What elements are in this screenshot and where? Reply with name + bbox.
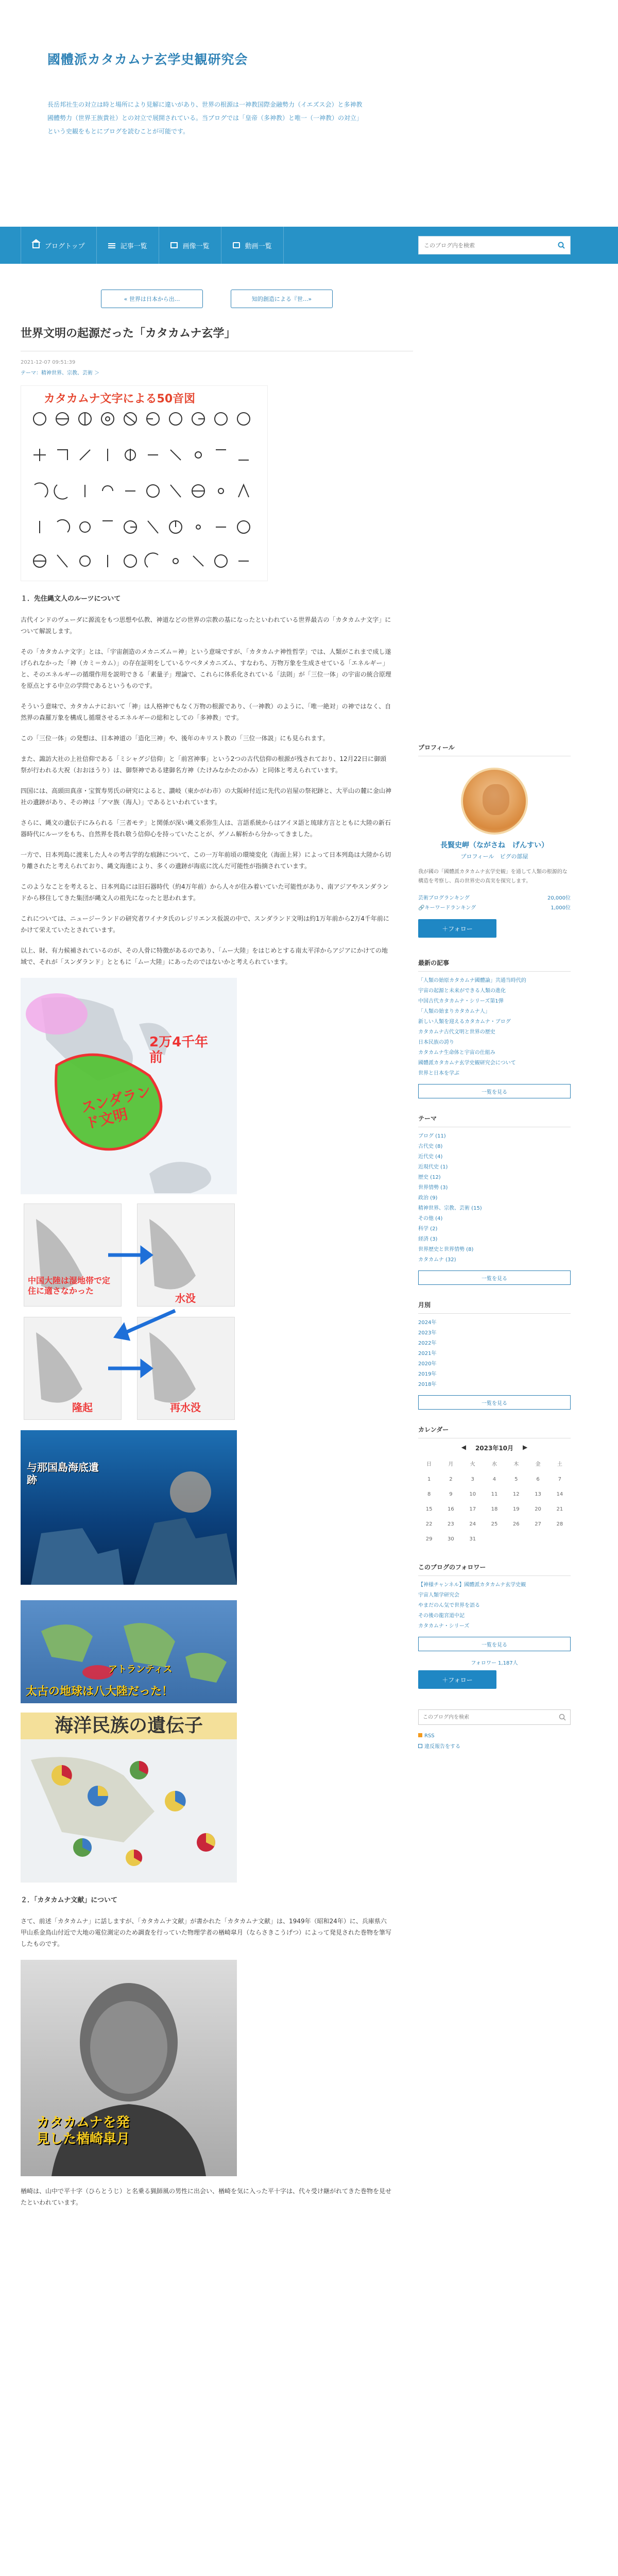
theme-link[interactable]: ブログ (11) (418, 1133, 446, 1139)
theme-link[interactable]: 近現代史 (1) (418, 1164, 448, 1170)
calendar-weekday: 木 (513, 1462, 519, 1467)
profile-links[interactable]: プロフィール ピグの部屋 (460, 853, 528, 860)
prev-article-button[interactable]: « 世界は日本から出... (101, 290, 203, 308)
paragraph: 古代インドのヴェーダに源流をもつ思想や仏教、神道などの世界の宗教の基になったといわれている世界最古の「カタカムナ文字」について解説します。 (21, 616, 391, 635)
annotation-resubmerge: 再水没 (170, 1401, 201, 1414)
followers-module (418, 1563, 571, 1689)
theme-link[interactable]: 歴史 (12) (418, 1175, 441, 1180)
theme-link[interactable]: 経済 (3) (418, 1236, 438, 1242)
archive-link[interactable]: 2024年 (418, 1320, 437, 1326)
annotation-yonaguni: 与那国島海底遺跡 (27, 1461, 99, 1486)
profile-module (418, 743, 571, 938)
calendar-day[interactable]: 23 (448, 1521, 454, 1527)
followers-list (418, 1580, 571, 1632)
paragraph: 以上、財、有力候補されているのが、その人骨に特徴があるのであり、「ムー大陸」をはじめとする南太平洋からアジアにかけての地域で、それが「スンダランド」とともに「ムー大陸」にあったのではないかと考えられています。 (21, 947, 388, 965)
rss-label: RSS (424, 1733, 435, 1739)
nav-label: 動画一覧 (245, 242, 272, 250)
next-month-icon[interactable]: ▶ (523, 1444, 528, 1451)
calendar-day[interactable]: 4 (492, 1477, 496, 1482)
latest-article-link[interactable]: 宇宙の起源と未来ができる人類の進化 (418, 988, 506, 994)
calendar-weekday: 土 (557, 1462, 562, 1467)
theme-link[interactable]: カタカムナ (32) (418, 1257, 456, 1263)
search-icon (558, 242, 565, 249)
archive-link[interactable]: 2018年 (418, 1382, 437, 1387)
theme-link[interactable]: 古代史 (8) (418, 1144, 443, 1149)
archive-module (418, 1300, 571, 1410)
latest-article-link[interactable]: 世界と日本を学ぶ (418, 1071, 459, 1076)
module-title: カレンダー (418, 1425, 571, 1438)
archive-link[interactable]: 2020年 (418, 1361, 437, 1367)
calendar-day[interactable]: 24 (469, 1521, 476, 1527)
global-nav (0, 227, 618, 264)
calendar-module (418, 1425, 571, 1542)
blog-search (418, 236, 571, 255)
follower-blog-link[interactable]: カタカムナ・シリーズ (418, 1623, 470, 1629)
archive-link[interactable]: 2022年 (418, 1341, 437, 1346)
rss-link[interactable] (418, 1733, 571, 1739)
yonaguni-photo-figure (21, 1430, 237, 1585)
archive-link[interactable]: 2021年 (418, 1351, 437, 1357)
theme-link[interactable]: 世界歴史と世界情勢 (8) (418, 1247, 474, 1252)
ranking-row[interactable] (418, 903, 571, 911)
calendar-day[interactable]: 11 (491, 1492, 498, 1497)
next-article-button[interactable]: 知的創造による『世...» (231, 290, 333, 308)
follower-blog-link[interactable]: やまだのん気で世界を語る (418, 1603, 480, 1608)
section-heading: １．先住縄文人のルーツについて (21, 595, 121, 603)
calendar-day[interactable]: 17 (469, 1506, 476, 1512)
paragraph: さて、前述「カタカムナ」に話しますが、「カタカムナ文献」が書かれた「カタカムナ文献」は、1949年（昭和24年）に、兵庫県六甲山系金鳥山付近で大地の電位測定のため調査を行っていた物理学者の楢崎皐月（ならさきこうげつ）によって発見された巻物を筆写したものです。 (21, 1918, 392, 1947)
calendar-day[interactable]: 1 (427, 1477, 431, 1482)
archive-list (418, 1318, 571, 1390)
follower-blog-link[interactable]: その後の龍宮道中記 (418, 1613, 465, 1619)
paragraph: 楢崎は、山中で平十字（ひらとうじ）と名乗る猟師風の男性に出会い、楢崎を気に入った平十字は、代々受け継がれてきた巻物を見せたといわれています。 (21, 2188, 392, 2206)
sundaland-map-figure (21, 978, 237, 1194)
paragraph: その「カタカムナ文字」とは、「宇宙創造のメカニズム＝神」という意味ですが、「カタカムナ神性哲学」では、人類がこれまで成し遂げられなかった「神（カミ＝カム）」の存在証明をしているウベタメカニズム、すなわち、万物万象を生成させている「エネルギー」と、そのエネルギーの循環作用を説明できる「素量子」理論で、これらに体系化されている「法則」が「三位一体」の宇宙の統合原理を原点とする中立の学問であるというものです。 (21, 648, 391, 689)
nav-video-list[interactable] (221, 227, 284, 264)
calendar-day[interactable]: 18 (491, 1506, 498, 1512)
calendar-day[interactable]: 5 (514, 1477, 518, 1482)
calendar-month: 2023年10月 (475, 1445, 514, 1452)
theme-link[interactable]: 精神世界、宗教、芸術 (15) (418, 1206, 482, 1211)
theme-list (418, 1131, 571, 1265)
calendar-day[interactable]: 29 (425, 1536, 433, 1542)
section-heading: ２．「カタカムナ文献」について (21, 1896, 117, 1904)
search-button[interactable] (553, 236, 570, 254)
paragraph: このようなことを考えると、日本列島には旧石器時代（約4万年前）から人々が住み着いていた可能性があり、南アジアやスンダランドから移住してきた集団が縄文人の祖先になったと思われます。 (21, 883, 389, 902)
calendar-day[interactable]: 12 (512, 1492, 520, 1497)
video-icon (233, 242, 240, 248)
entry-title: 世界文明の起源だった「カタカムナ玄学」 (21, 327, 236, 340)
paragraph: 四国には、高頭田真彦・宝賀寿男氏の研究によると、讃岐（東かがわ市）の大阪峠付近に先代の岩屋の祭祀跡と、大平山の麓に金山神社の遺跡があり、その神は「アマ族（海人）」であるといわれています。 (21, 787, 392, 806)
nav-label: 画像一覧 (182, 242, 210, 250)
calendar-weekday: 日 (426, 1462, 432, 1467)
ocean-genes-figure (21, 1713, 237, 1883)
flow-arrows (21, 1198, 237, 1425)
calendar-nav (418, 1444, 571, 1452)
latest-articles-module (418, 958, 571, 1098)
annotation-sundaland: スンダランド文明 (79, 1082, 153, 1132)
calendar-day[interactable]: 10 (469, 1492, 476, 1497)
entry-body-3 (21, 2185, 391, 2208)
list-icon (108, 242, 115, 248)
latest-article-link[interactable]: 中国古代カタカムナ・シリーズ第1弾 (418, 998, 504, 1004)
ranking-label: 芸術ブログランキング (418, 895, 470, 901)
figure-heading: 海洋民族の遺伝子 (21, 1713, 237, 1739)
calendar-day[interactable]: 3 (471, 1477, 474, 1482)
theme-link[interactable]: その他 (4) (418, 1216, 443, 1222)
more-button[interactable]: 一覧を見る (418, 1270, 571, 1285)
paragraph: この「三位一体」の発想は、日本神道の「造化三神」や、後年のキリスト教の「三位一体説」にも見られます。 (21, 735, 329, 742)
follower-blog-link[interactable]: 宇宙人類学研究会 (418, 1592, 459, 1598)
theme-module (418, 1114, 571, 1285)
calendar-day[interactable]: 13 (535, 1492, 541, 1497)
eight-continents-figure (21, 1600, 237, 1703)
calendar-weekday: 月 (448, 1462, 454, 1467)
nav-image-list[interactable] (159, 227, 221, 264)
blog-search (418, 1709, 571, 1725)
calendar-grid (418, 1460, 571, 1542)
module-title: テーマ (418, 1114, 571, 1127)
narasaki-portrait-figure (21, 1960, 237, 2176)
theme-link[interactable]: 科学 (2) (418, 1226, 438, 1232)
side-search-module (418, 1709, 571, 1750)
calendar-day[interactable]: 20 (535, 1506, 541, 1512)
paragraph: また、諏訪大社の上社信仰である「ミシャグジ信仰」と「前宮神事」という2つの古代信仰の根源が残されており、12月22日に御頭祭が行われる大祝（おおほうり）は、御祭神である建御名方神（たけみなかたのかみ）と同体と考えられています。 (21, 755, 386, 774)
calendar-day[interactable]: 2 (449, 1477, 453, 1482)
ranking-value: 20,000位 (547, 895, 571, 901)
nav-label: 記事一覧 (120, 242, 147, 250)
latest-article-link[interactable]: 「人類の始原カタカムナ國體論」共通当時代的 (418, 978, 526, 984)
module-title: このブログのフォロワー (418, 1563, 571, 1576)
calendar-day[interactable]: 30 (448, 1536, 454, 1542)
entry-body-2 (21, 1895, 391, 1950)
ranking-label: 🔗キーワードランキング (418, 905, 476, 911)
sidebar (418, 264, 571, 1750)
sea-level-maps-figure (21, 1198, 237, 1425)
calendar-day[interactable]: 19 (512, 1506, 520, 1512)
follow-row (418, 1670, 571, 1689)
module-title: 月別 (418, 1300, 571, 1314)
main-content (21, 264, 413, 2208)
paragraph: そういう意味で、カタカムナにおいて「神」は人格神でもなく万物の根源であり、（一神教）のように、「唯一絶対」の神ではなく、自然界の森羅万象を構成し循環させるエネルギーの総和としての「多神教」です。 (21, 703, 391, 721)
ranking-row[interactable] (418, 893, 571, 901)
annotation-mainland: 中国大陸は湿地帯で定住に適さなかった (28, 1276, 111, 1296)
latest-articles-list (418, 976, 571, 1079)
theme-link[interactable]: 世界情勢 (3) (418, 1185, 448, 1191)
calendar-weekday: 火 (470, 1462, 475, 1467)
calendar-day[interactable]: 27 (535, 1521, 541, 1527)
follower-blog-link[interactable]: 【神様チャンネル】國體派カタカムナ玄学史観 (418, 1582, 526, 1588)
calendar-weekday: 金 (535, 1462, 541, 1467)
site-description: 長岳邦社生の対立は時と場所により見解に違いがあり、世界の根源は一神教国際金融勢力（イエズス会）と多神教國體勢力（世界王族貴社）との対立で展開されている。当ブログでは「皇帝（多神教）と唯一（一神教）の対立」という史観をもとにブログを読むことが可能です。 (47, 101, 363, 135)
calendar-day[interactable]: 8 (427, 1492, 431, 1497)
calendar-day[interactable]: 15 (425, 1506, 433, 1512)
more-button[interactable]: 一覧を見る (418, 1637, 571, 1651)
entry-theme-link[interactable]: テーマ：精神世界、宗教、芸術 ＞ (21, 370, 100, 376)
nav-blog-top[interactable] (21, 227, 97, 264)
latest-article-link[interactable]: カタカムナ生命体と宇宙の仕組み (418, 1050, 495, 1056)
follow-button[interactable]: ＋フォロー (418, 1670, 496, 1689)
follow-row (418, 919, 571, 938)
annotation-ancient-earth: 太古の地球は八大陸だった！ (26, 1685, 174, 1698)
flag-icon (418, 1744, 422, 1748)
calendar-day[interactable]: 14 (556, 1492, 563, 1497)
article-pager (21, 264, 413, 325)
calendar-day[interactable]: 22 (425, 1521, 433, 1527)
calendar-weekday: 水 (491, 1462, 497, 1467)
follow-button[interactable]: ＋フォロー (418, 919, 496, 938)
theme-link[interactable]: 近代史 (4) (418, 1154, 443, 1160)
report-link[interactable] (418, 1742, 571, 1750)
rss-icon (418, 1733, 422, 1737)
theme-link[interactable]: 政治 (9) (418, 1195, 438, 1201)
avatar[interactable] (461, 768, 528, 835)
home-icon (32, 242, 40, 248)
map-image (21, 978, 237, 1194)
calendar-day[interactable]: 16 (448, 1506, 454, 1512)
prev-month-icon[interactable]: ◀ (461, 1444, 466, 1451)
katakamuna-chart-figure (21, 385, 268, 581)
image-icon (170, 242, 178, 248)
katakamuna-glyph-grid (21, 409, 268, 579)
underwater-ruins (21, 1430, 237, 1585)
module-title: 最新の記事 (418, 958, 571, 972)
entry-date: 2021-12-07 09:51:39 (21, 360, 76, 365)
latest-article-link[interactable]: 國體派カタカムナ玄学史観研究会について (418, 1060, 516, 1066)
more-button[interactable]: 一覧を見る (418, 1084, 571, 1098)
latest-article-link[interactable]: 新しい人類を迎えるカタカムナ・ブログ (418, 1019, 511, 1025)
module-title: プロフィール (418, 743, 571, 756)
annotation-24k-years: 2万4千年前 (149, 1035, 209, 1065)
profile-bio: 我が國の「國體派カタカムナ玄学史観」を通して人類の根源的な構造を考察し、真の世界史の真実を探究します。 (418, 869, 568, 884)
latest-article-link[interactable]: 日本民族の誇り (418, 1040, 454, 1045)
annotation-submerge: 水没 (175, 1292, 196, 1304)
follower-count: フォロワー 1,187人 (471, 1660, 518, 1666)
search-input[interactable] (419, 236, 553, 254)
gene-pie-map (21, 1739, 237, 1883)
entry-body (21, 594, 391, 968)
archive-link[interactable]: 2023年 (418, 1330, 437, 1336)
search-input[interactable] (419, 1710, 559, 1724)
latest-article-link[interactable]: 「人類の始まりカタカムナ人」 (418, 1009, 490, 1014)
nav-label: ブログトップ (45, 242, 85, 250)
site-title[interactable]: 國體派カタカムナ玄学史観研究会 (47, 52, 248, 67)
ranking-value: 1,000位 (551, 905, 571, 911)
archive-link[interactable]: 2019年 (418, 1371, 437, 1377)
paragraph: 一方で、日本列島に渡来した人々の考古学的な痕跡について、この一万年前頃の環境変化（海面上昇）によって日本列島は大陸から切り離されたと考えられており、縄文海進により、多くの遺跡が海底に沈んだ可能性が指摘されています。 (21, 851, 391, 870)
site-header (0, 0, 618, 227)
more-button[interactable]: 一覧を見る (418, 1395, 571, 1410)
profile-name[interactable]: 長賢史岬（ながさね げんすい） (440, 841, 548, 850)
paragraph: さらに、縄文の遺伝子にみられる「三者モテ」と関係が深い縄文系弥生人は、言語系統からはアイヌ語と琉球方言とともに大陸の新石器時代にルーツをもち、自然界を畏れ敬う信仰心を持っていたことが、ゲノム解析から分かってきました。 (21, 819, 391, 838)
annotation-portrait: カタカムナを発見した楢崎皐月 (36, 2115, 130, 2147)
figure-heading: カタカムナ文字による50音図 (44, 393, 196, 405)
calendar-day[interactable]: 25 (491, 1521, 498, 1527)
calendar-day[interactable]: 21 (556, 1506, 563, 1512)
calendar-day[interactable]: 31 (469, 1536, 476, 1542)
calendar-day[interactable]: 9 (449, 1492, 453, 1497)
nav-article-list[interactable] (97, 227, 159, 264)
annotation-atlantis: アトランティス (108, 1664, 173, 1675)
calendar-day[interactable]: 28 (556, 1521, 563, 1527)
annotation-rise: 隆起 (72, 1401, 93, 1414)
calendar-day[interactable]: 7 (558, 1477, 562, 1482)
latest-article-link[interactable]: カタカムナ古代文明と世界の歴史 (418, 1029, 495, 1035)
calendar-day[interactable]: 6 (536, 1477, 540, 1482)
report-label: 違反報告をする (424, 1744, 460, 1750)
search-icon[interactable] (559, 1714, 566, 1721)
calendar-day[interactable]: 26 (512, 1521, 520, 1527)
paragraph: これについては、ニュージーランドの研究者ワイナタ氏のレジリエンス仮説の中で、スンダランド文明は約1万年前から2万4千年前にかけて栄えていたとされています。 (21, 915, 389, 934)
